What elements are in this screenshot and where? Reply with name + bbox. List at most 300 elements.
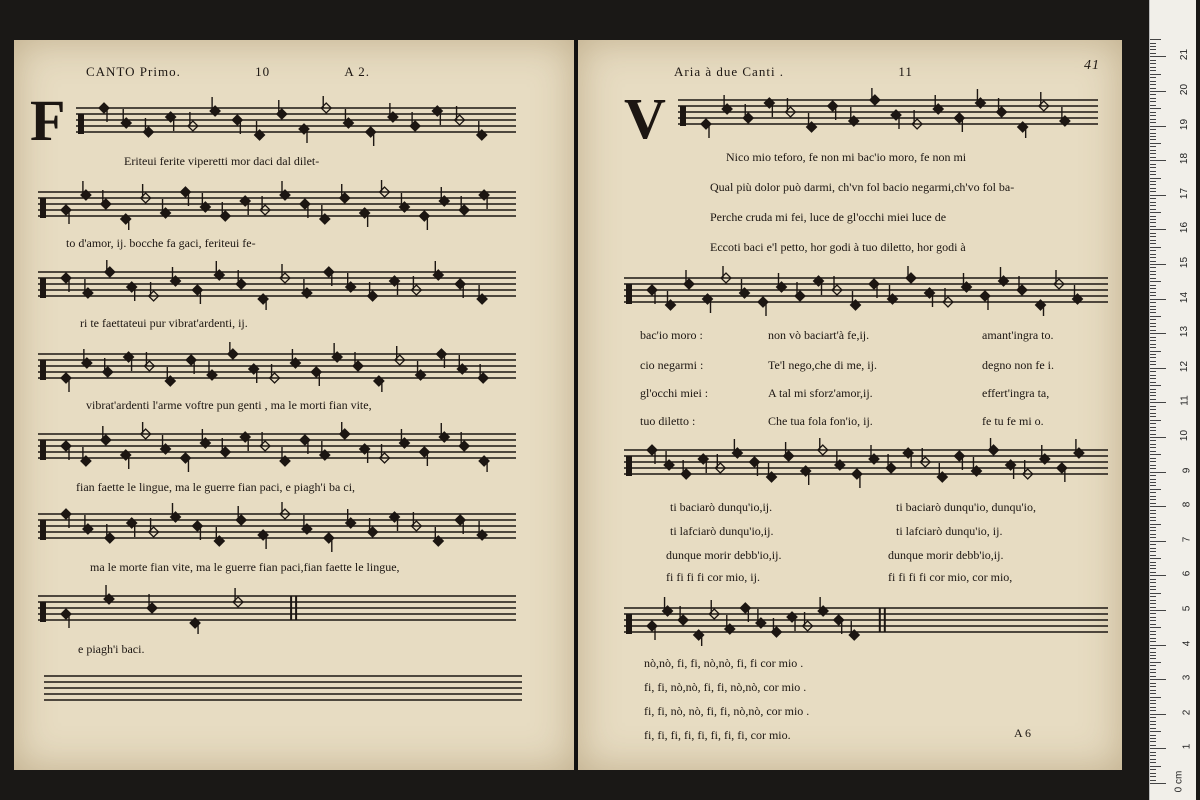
block2-row-3-c: effert'ingra ta, xyxy=(982,386,1050,400)
ruler-tick xyxy=(1150,510,1156,511)
ruler-tick xyxy=(1150,250,1156,251)
ruler-tick xyxy=(1150,316,1161,317)
final-line-4: fi, fi, fi, fi, fi, fi, fi, fi, cor mio. xyxy=(644,728,791,742)
staff-r4 xyxy=(624,596,1108,646)
ruler-number: 18 xyxy=(1178,153,1190,165)
ruler-number: 4 xyxy=(1181,640,1193,646)
ruler-tick xyxy=(1150,652,1156,653)
signature-mark: A 2. xyxy=(344,64,371,79)
ruler-tick xyxy=(1150,143,1161,144)
ruler-tick xyxy=(1150,638,1156,639)
lyric-line-7: e piagh'i baci. xyxy=(78,642,145,656)
ruler-tick xyxy=(1150,655,1156,656)
ruler-tick xyxy=(1150,361,1156,362)
page-number: 10 xyxy=(255,64,271,79)
ruler-tick xyxy=(1150,126,1166,127)
ruler-tick xyxy=(1150,586,1156,587)
ruler-tick xyxy=(1150,697,1161,698)
ruler-tick xyxy=(1150,662,1161,663)
ruler-tick xyxy=(1150,482,1156,483)
ruler-tick xyxy=(1150,371,1156,372)
ruler-tick xyxy=(1150,81,1156,82)
page-number: 11 xyxy=(898,64,913,79)
lyric-line-5: fian faette le lingue, ma le guerre fian paci, e piagh'i ba ci, xyxy=(76,480,356,494)
block2-row-3-b: A tal mi sforz'amor,ij. xyxy=(768,386,873,400)
ruler-tick xyxy=(1150,759,1156,760)
ruler-tick xyxy=(1150,306,1156,307)
ruler-tick xyxy=(1150,399,1156,400)
ruler-number: 7 xyxy=(1181,536,1193,543)
ruler-tick xyxy=(1150,70,1156,71)
ruler-tick xyxy=(1150,88,1156,89)
lyric-line-2: to d'amor, ij. bocche fa gaci, feriteui fe- xyxy=(66,236,256,250)
ruler-tick xyxy=(1150,153,1156,154)
measuring-ruler xyxy=(1149,0,1196,800)
ruler-tick xyxy=(1150,195,1166,196)
block3-row-3-b: dunque morir debb'io,ij. xyxy=(888,548,1004,562)
ruler-tick xyxy=(1150,146,1156,147)
ruler-tick xyxy=(1150,395,1156,396)
ruler-tick xyxy=(1150,683,1156,684)
block2-row-2-c: degno non fe i. xyxy=(982,358,1054,372)
ruler-tick xyxy=(1150,53,1156,54)
ruler-tick xyxy=(1150,330,1156,331)
ruler-tick xyxy=(1150,700,1156,701)
ruler-tick xyxy=(1150,447,1156,448)
ruler-tick xyxy=(1150,115,1156,116)
ruler-tick xyxy=(1150,178,1161,179)
ruler-number: 0 cm xyxy=(1173,770,1185,793)
ruler-tick xyxy=(1150,783,1166,784)
ruler-tick xyxy=(1150,423,1156,424)
ruler-number: 16 xyxy=(1178,222,1190,234)
ruler-number: 3 xyxy=(1181,674,1193,681)
ruler-tick xyxy=(1150,295,1156,296)
ruler-tick xyxy=(1150,240,1156,241)
ruler-tick xyxy=(1150,620,1156,621)
ruler-number: 8 xyxy=(1181,501,1193,508)
ruler-tick xyxy=(1150,188,1156,189)
ruler-tick xyxy=(1150,257,1156,258)
ruler-number: 15 xyxy=(1178,256,1190,269)
ruler-tick xyxy=(1150,319,1156,320)
block2-row-3-a: gl'occhi miei : xyxy=(640,386,709,400)
ruler-tick xyxy=(1150,271,1156,272)
block3-row-3-a: dunque morir debb'io,ij. xyxy=(666,548,782,562)
block2-row-1-b: non vò baciart'à fe,ij. xyxy=(768,328,870,342)
ruler-tick xyxy=(1150,236,1156,237)
ruler-tick xyxy=(1150,537,1156,538)
ruler-tick xyxy=(1150,489,1161,490)
ruler-tick xyxy=(1150,548,1156,549)
ruler-tick xyxy=(1150,49,1156,50)
ruler-tick xyxy=(1150,136,1156,137)
ruler-number: 6 xyxy=(1181,571,1193,577)
ruler-tick xyxy=(1150,333,1166,334)
ruler-tick xyxy=(1150,710,1156,711)
ruler-tick xyxy=(1150,98,1156,99)
ruler-tick xyxy=(1150,465,1156,466)
ruler-tick xyxy=(1150,558,1161,559)
drop-initial: F xyxy=(30,88,66,153)
ruler-tick xyxy=(1150,492,1156,493)
ruler-tick xyxy=(1150,579,1156,580)
ruler-tick xyxy=(1150,593,1161,594)
ruler-tick xyxy=(1150,475,1156,476)
ruler-tick xyxy=(1150,530,1156,531)
drop-initial: V xyxy=(624,86,666,151)
ruler-tick xyxy=(1150,351,1161,352)
ruler-tick xyxy=(1150,198,1156,199)
ruler-tick xyxy=(1150,368,1166,369)
ruler-tick xyxy=(1150,658,1156,659)
final-line-2: fi, fi, nò,nò, fi, fi, nò,nò, cor mio . xyxy=(644,680,807,694)
ruler-number: 5 xyxy=(1181,605,1193,612)
ruler-tick xyxy=(1150,122,1156,123)
part-sub: Primo. xyxy=(139,64,181,79)
ruler-tick xyxy=(1150,309,1156,310)
ruler-tick xyxy=(1150,77,1156,78)
ruler-tick xyxy=(1150,645,1166,646)
ruler-tick xyxy=(1150,686,1156,687)
ruler-tick xyxy=(1150,568,1156,569)
ruler-tick xyxy=(1150,254,1156,255)
ruler-tick xyxy=(1150,731,1161,732)
ruler-tick xyxy=(1150,274,1156,275)
ruler-number: 17 xyxy=(1178,187,1190,199)
ruler-tick xyxy=(1150,690,1156,691)
staff-3 xyxy=(38,260,516,310)
ruler-tick xyxy=(1150,780,1156,781)
ruler-tick xyxy=(1150,91,1166,92)
ruler-tick xyxy=(1150,527,1156,528)
ruler-tick xyxy=(1150,281,1161,282)
ruler-tick xyxy=(1150,167,1156,168)
block3-row-4-a: fi fi fi fi cor mio, ij. xyxy=(666,570,760,584)
ruler-tick xyxy=(1150,56,1166,57)
part-name: CANTO xyxy=(86,64,136,79)
ruler-tick xyxy=(1150,617,1156,618)
staff-7 xyxy=(38,584,516,634)
ruler-tick xyxy=(1150,634,1156,635)
ruler-tick xyxy=(1150,202,1156,203)
block3-row-2-a: ti lafciarò dunqu'io,ij. xyxy=(670,524,774,538)
ruler-tick xyxy=(1150,139,1156,140)
ruler-tick xyxy=(1150,499,1156,500)
ruler-tick xyxy=(1150,434,1156,435)
ruler-tick xyxy=(1150,627,1161,628)
ruler-tick xyxy=(1150,738,1156,739)
ruler-tick xyxy=(1150,693,1156,694)
block2-row-4-a: tuo diletto : xyxy=(640,414,696,428)
block2-row-4-c: fe tu fe mi o. xyxy=(982,414,1044,428)
ruler-tick xyxy=(1150,212,1161,213)
ruler-number: 20 xyxy=(1178,83,1190,96)
ruler-tick xyxy=(1150,755,1156,756)
ruler-tick xyxy=(1150,406,1156,407)
ruler-tick xyxy=(1150,385,1161,386)
ruler-tick xyxy=(1150,613,1156,614)
ruler-tick xyxy=(1150,101,1156,102)
ruler-tick xyxy=(1150,454,1161,455)
ruler-tick xyxy=(1150,226,1156,227)
ruler-tick xyxy=(1150,247,1161,248)
staff-6 xyxy=(38,502,516,552)
ruler-tick xyxy=(1150,392,1156,393)
ruler-tick xyxy=(1150,354,1156,355)
ruler-tick xyxy=(1150,389,1156,390)
ruler-tick xyxy=(1150,503,1156,504)
staff-4 xyxy=(38,342,516,392)
ruler-tick xyxy=(1150,600,1156,601)
ruler-tick xyxy=(1150,520,1156,521)
ruler-tick xyxy=(1150,721,1156,722)
ruler-tick xyxy=(1150,181,1156,182)
staff-5 xyxy=(38,422,516,472)
ruler-tick xyxy=(1150,133,1156,134)
ruler-tick xyxy=(1150,205,1156,206)
ruler-tick xyxy=(1150,299,1166,300)
ruler-tick xyxy=(1150,219,1156,220)
ruler-tick xyxy=(1150,562,1156,563)
ruler-tick xyxy=(1150,451,1156,452)
ruler-tick xyxy=(1150,94,1156,95)
ruler-tick xyxy=(1150,157,1156,158)
ruler-tick xyxy=(1150,292,1156,293)
ruler-tick xyxy=(1150,485,1156,486)
ruler-tick xyxy=(1150,74,1161,75)
ruler-tick xyxy=(1150,150,1156,151)
ruler-tick xyxy=(1150,541,1166,542)
ruler-number: 1 xyxy=(1181,744,1193,750)
ruler-tick xyxy=(1150,427,1156,428)
ruler-tick xyxy=(1150,67,1156,68)
ruler-tick xyxy=(1150,773,1156,774)
left-page xyxy=(14,40,574,770)
ruler-tick xyxy=(1150,129,1156,130)
ruler-tick xyxy=(1150,382,1156,383)
block2-row-1-c: amant'ingra to. xyxy=(982,328,1054,342)
ruler-tick xyxy=(1150,461,1156,462)
ruler-number: 14 xyxy=(1178,291,1190,303)
ruler-tick xyxy=(1150,544,1156,545)
ruler-tick xyxy=(1150,302,1156,303)
ruler-tick xyxy=(1150,517,1156,518)
lyric-line-1: Eriteui ferite viperetti mor daci dal dilet- xyxy=(124,154,320,168)
staff-2 xyxy=(38,180,516,230)
ruler-tick xyxy=(1150,105,1156,106)
ruler-number: 10 xyxy=(1178,429,1190,442)
ruler-tick xyxy=(1150,108,1161,109)
ruler-tick xyxy=(1150,326,1156,327)
ruler-tick xyxy=(1150,288,1156,289)
ruler-tick xyxy=(1150,402,1166,403)
ruler-tick xyxy=(1150,707,1156,708)
aria-title: Aria à due Canti . xyxy=(674,64,785,79)
verse-3: Perche cruda mi fei, luce de gl'occhi miei luce de xyxy=(710,210,947,224)
ruler-tick xyxy=(1150,174,1156,175)
ruler-tick xyxy=(1150,243,1156,244)
ruler-tick xyxy=(1150,589,1156,590)
ruler-tick xyxy=(1150,679,1166,680)
ruler-tick xyxy=(1150,565,1156,566)
ruler-tick xyxy=(1150,285,1156,286)
ruler-number: 12 xyxy=(1178,360,1190,372)
block3-row-1-a: ti baciarò dunqu'io,ij. xyxy=(670,500,773,514)
block2-row-1-a: bac'io moro : xyxy=(640,328,703,342)
ruler-tick xyxy=(1150,357,1156,358)
ruler-tick xyxy=(1150,171,1156,172)
ruler-tick xyxy=(1150,582,1156,583)
ruler-tick xyxy=(1150,458,1156,459)
ruler-tick xyxy=(1150,437,1166,438)
ruler-tick xyxy=(1150,340,1156,341)
ruler-tick xyxy=(1150,416,1156,417)
handwritten-folio: 41 xyxy=(1084,58,1100,73)
ruler-tick xyxy=(1150,164,1156,165)
block2-row-4-b: Che tua fola fon'io, ij. xyxy=(768,414,873,428)
ruler-tick xyxy=(1150,261,1156,262)
ruler-tick xyxy=(1150,420,1161,421)
ruler-tick xyxy=(1150,513,1156,514)
ruler-tick xyxy=(1150,222,1156,223)
ruler-tick xyxy=(1150,641,1156,642)
ruler-tick xyxy=(1150,413,1156,414)
ruler-tick xyxy=(1150,610,1166,611)
ruler-number: 9 xyxy=(1181,467,1193,473)
ruler-tick xyxy=(1150,323,1156,324)
ruler-tick xyxy=(1150,572,1156,573)
ruler-tick xyxy=(1150,607,1156,608)
ruler-tick xyxy=(1150,741,1156,742)
ruler-tick xyxy=(1150,524,1161,525)
ruler-tick xyxy=(1150,375,1156,376)
staff-1 xyxy=(76,96,516,146)
ruler-tick xyxy=(1150,724,1156,725)
ruler-tick xyxy=(1150,534,1156,535)
ruler-tick xyxy=(1150,555,1156,556)
lyric-line-6: ma le morte fian vite, ma le guerre fian paci,fian faette le lingue, xyxy=(90,560,400,574)
ruler-tick xyxy=(1150,160,1166,161)
ruler-tick xyxy=(1150,278,1156,279)
ruler-tick xyxy=(1150,440,1156,441)
lyric-line-3: ri te faettateui pur vibrat'ardenti, ij. xyxy=(80,316,248,330)
ruler-tick xyxy=(1150,717,1156,718)
ruler-tick xyxy=(1150,762,1156,763)
ruler-tick xyxy=(1150,728,1156,729)
ruler-tick xyxy=(1150,769,1156,770)
block3-row-1-b: ti baciarò dunqu'io, dunqu'io, xyxy=(896,500,1036,514)
ruler-tick xyxy=(1150,506,1166,507)
block2-row-2-b: Te'l nego,che di me, ij. xyxy=(768,358,877,372)
ruler-tick xyxy=(1150,624,1156,625)
ruler-tick xyxy=(1150,344,1156,345)
signature-mark: A 6 xyxy=(1014,726,1032,740)
ruler-tick xyxy=(1150,468,1156,469)
block3-row-4-b: fi fi fi fi cor mio, cor mio, xyxy=(888,570,1013,584)
left-header xyxy=(86,64,370,80)
ruler-tick xyxy=(1150,264,1166,265)
ruler-number: 2 xyxy=(1181,709,1193,716)
ruler-tick xyxy=(1150,551,1156,552)
staff-r3 xyxy=(624,438,1108,488)
block2-row-2-a: cio negarmi : xyxy=(640,358,704,372)
ruler-tick xyxy=(1150,347,1156,348)
ruler-tick xyxy=(1150,735,1156,736)
ruler-tick xyxy=(1150,752,1156,753)
ruler-tick xyxy=(1150,364,1156,365)
final-line-1: nò,nò, fi, fi, nò,nò, fi, fi cor mio . xyxy=(644,656,804,670)
ruler-tick xyxy=(1150,669,1156,670)
right-header xyxy=(674,64,913,80)
staff-r1 xyxy=(678,88,1098,138)
ruler-tick xyxy=(1150,776,1156,777)
verse-1: Nico mio teforo, fe non mi bac'io moro, fe non mi xyxy=(726,150,967,164)
ruler-tick xyxy=(1150,745,1156,746)
ruler-tick xyxy=(1150,714,1166,715)
ruler-number: 11 xyxy=(1179,395,1191,407)
ruler-tick xyxy=(1150,337,1156,338)
verse-4: Eccoti baci e'l petto, hor godi à tuo diletto, hor godi à xyxy=(710,240,966,254)
ruler-tick xyxy=(1150,575,1166,576)
ruler-tick xyxy=(1150,430,1156,431)
ruler-tick xyxy=(1150,267,1156,268)
ruler-tick xyxy=(1150,233,1156,234)
ruler-tick xyxy=(1150,39,1161,40)
ruler-tick xyxy=(1150,184,1156,185)
ruler-tick xyxy=(1150,748,1166,749)
ruler-tick xyxy=(1150,229,1166,230)
ruler-tick xyxy=(1150,703,1156,704)
ruler-tick xyxy=(1150,665,1156,666)
verse-2: Qual più dolor può darmi, ch'vn fol bacio negarmi,ch'vo fol ba- xyxy=(710,180,1015,194)
ruler-tick xyxy=(1150,191,1156,192)
ruler-tick xyxy=(1150,409,1156,410)
empty-staff xyxy=(44,664,522,714)
ruler-tick xyxy=(1150,209,1156,210)
ruler-tick xyxy=(1150,479,1156,480)
ruler-tick xyxy=(1150,378,1156,379)
ruler-tick xyxy=(1150,112,1156,113)
right-page xyxy=(578,40,1122,770)
ruler-tick xyxy=(1150,60,1156,61)
ruler-tick xyxy=(1150,496,1156,497)
lyric-line-4: vibrat'ardenti l'arme voftre pun genti , ma le morti fian vite, xyxy=(86,398,372,412)
ruler-number: 19 xyxy=(1178,118,1190,130)
staff-r2 xyxy=(624,266,1108,316)
final-line-3: fi, fi, nò, nò, fi, fi, nò,nò, cor mio . xyxy=(644,704,810,718)
ruler-tick xyxy=(1150,676,1156,677)
ruler-number: 13 xyxy=(1178,326,1190,338)
ruler-tick xyxy=(1150,648,1156,649)
ruler-tick xyxy=(1150,216,1156,217)
ruler-tick xyxy=(1150,444,1156,445)
ruler-tick xyxy=(1150,596,1156,597)
ruler-tick xyxy=(1150,603,1156,604)
ruler-tick xyxy=(1150,631,1156,632)
ruler-tick xyxy=(1150,46,1156,47)
ruler-tick xyxy=(1150,119,1156,120)
ruler-tick xyxy=(1150,84,1156,85)
block3-row-2-b: ti lafciarò dunqu'io, ij. xyxy=(896,524,1003,538)
ruler-tick xyxy=(1150,766,1161,767)
ruler-tick xyxy=(1150,63,1156,64)
ruler-tick xyxy=(1150,672,1156,673)
ruler-tick xyxy=(1150,43,1156,44)
ruler-tick xyxy=(1150,472,1166,473)
ruler-number: 21 xyxy=(1178,49,1190,61)
ruler-tick xyxy=(1150,312,1156,313)
